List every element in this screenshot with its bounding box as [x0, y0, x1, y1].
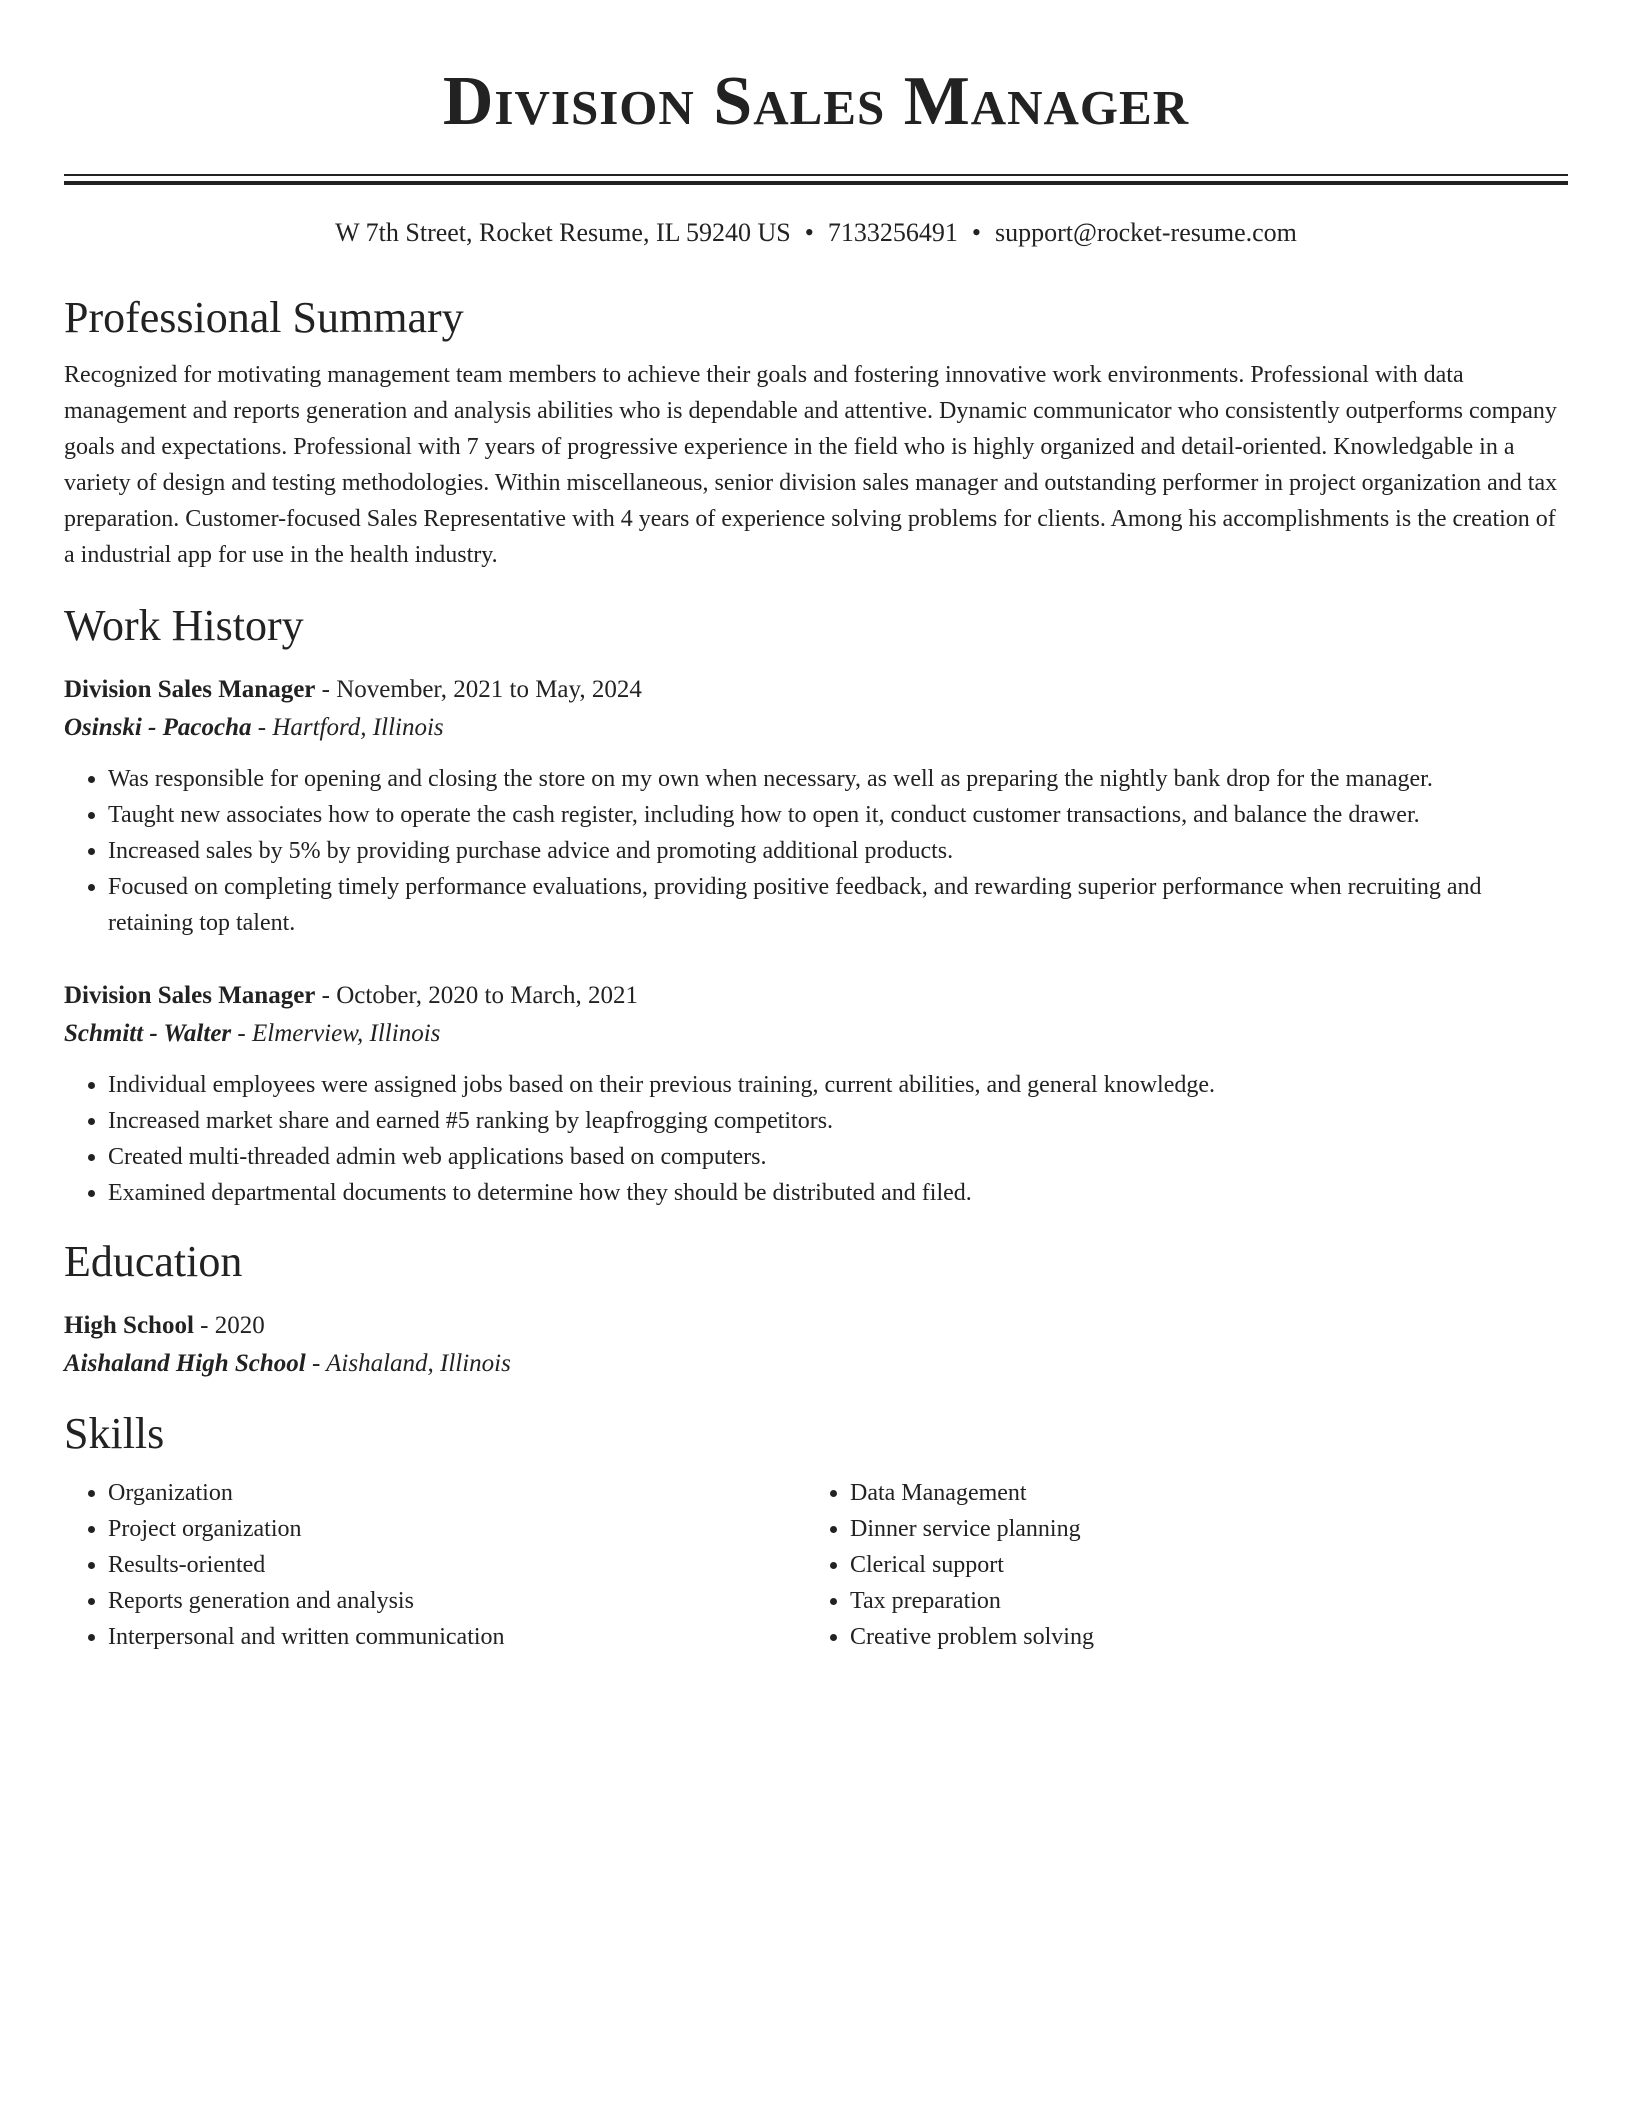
job-dates: - October, 2020 to March, 2021 — [315, 982, 638, 1009]
education-school-line — [64, 1345, 1568, 1383]
job-bullet: • Increased sales by 5% by providing purchase advice and promoting additional products. — [108, 833, 1568, 869]
job-title-line — [64, 977, 1568, 1015]
job-bullet: • Focused on completing timely performance evaluations, providing positive feedback, and rewarding superior performance when recruiting and retaining top talent. — [108, 869, 1568, 941]
skill-item: • Data Management — [850, 1475, 1548, 1511]
education-degree-line — [64, 1307, 1568, 1345]
skills-column-right — [806, 1475, 1548, 1655]
job-role: Division Sales Manager — [64, 982, 316, 1009]
skill-item: • Creative problem solving — [850, 1619, 1548, 1655]
skill-item: • Organization — [108, 1475, 806, 1511]
header-divider — [64, 174, 1568, 185]
contact-separator: • — [971, 218, 981, 247]
contact-address: W 7th Street, Rocket Resume, IL 59240 US — [335, 218, 791, 247]
job-company-line — [64, 1015, 1568, 1053]
skills-heading: Skills — [64, 1409, 165, 1458]
job-bullet: • Was responsible for opening and closing the store on my own when necessary, as well as preparing the nightly bank drop for the manager. — [108, 761, 1568, 797]
job-bullet: • Increased market share and earned #5 ranking by leapfrogging competitors. — [108, 1103, 1568, 1139]
summary-text: Recognized for motivating management team members to achieve their goals and fostering innovative work environments. Professional with data management and reports generation and analysis abilities who is dependable and attentive. Dynamic communicator who consistently outperforms company goals and expectations. Professional with 7 years of progressive experience in the field who is highly organized and detail-oriented. Knowledgable in a variety of design and testing methodologies. Within miscellaneous, senior division sales manager and outstanding performer in project organization and tax preparation. Customer-focused Sales Representative with 4 years of experience solving problems for clients. Among his accomplishments is the creation of a industrial app for use in the health industry. — [64, 362, 1558, 568]
education-degree: High School — [64, 1312, 194, 1339]
job-company: Osinski - Pacocha — [64, 714, 252, 741]
job-title-line — [64, 671, 1568, 709]
skill-item: • Reports generation and analysis — [108, 1583, 806, 1619]
work-history-heading: Work History — [64, 601, 304, 650]
job-entry — [64, 977, 1568, 1211]
resume-name: Division Sales Manager — [442, 63, 1190, 140]
job-company: Schmitt - Walter — [64, 1020, 232, 1047]
job-bullet: • Individual employees were assigned jobs based on their previous training, current abilities, and general knowledge. — [108, 1067, 1568, 1103]
job-role: Division Sales Manager — [64, 676, 316, 703]
job-bullet: • Examined departmental documents to determine how they should be distributed and filed. — [108, 1175, 1568, 1211]
skill-item: • Clerical support — [850, 1547, 1548, 1583]
skill-item: • Tax preparation — [850, 1583, 1548, 1619]
job-company-line — [64, 709, 1568, 747]
skills-column-left — [64, 1475, 806, 1655]
job-bullets — [64, 761, 1568, 941]
contact-email: support@rocket-resume.com — [994, 218, 1297, 247]
job-entry — [64, 671, 1568, 941]
job-location: - Hartford, Illinois — [251, 714, 444, 741]
skills-list — [64, 1475, 1568, 1655]
job-dates: - November, 2021 to May, 2024 — [315, 676, 642, 703]
skill-item: • Project organization — [108, 1511, 806, 1547]
education-entry — [64, 1307, 1568, 1383]
job-bullet: • Created multi-threaded admin web applications based on computers. — [108, 1139, 1568, 1175]
skill-item: • Dinner service planning — [850, 1511, 1548, 1547]
education-school: Aishaland High School — [64, 1350, 306, 1377]
job-bullet: • Taught new associates how to operate the cash register, including how to open it, conduct customer transactions, and balance the drawer. — [108, 797, 1568, 833]
education-location: - Aishaland, Illinois — [305, 1350, 511, 1377]
summary-heading: Professional Summary — [64, 293, 464, 342]
education-heading: Education — [64, 1237, 243, 1286]
contact-separator: • — [804, 218, 814, 247]
education-year: - 2020 — [193, 1312, 265, 1339]
contact-line — [64, 215, 1568, 251]
skill-item: • Results-oriented — [108, 1547, 806, 1583]
job-location: - Elmerview, Illinois — [231, 1020, 441, 1047]
contact-phone: 7133256491 — [827, 218, 958, 247]
job-bullets — [64, 1067, 1568, 1211]
skill-item: • Interpersonal and written communication — [108, 1619, 806, 1655]
